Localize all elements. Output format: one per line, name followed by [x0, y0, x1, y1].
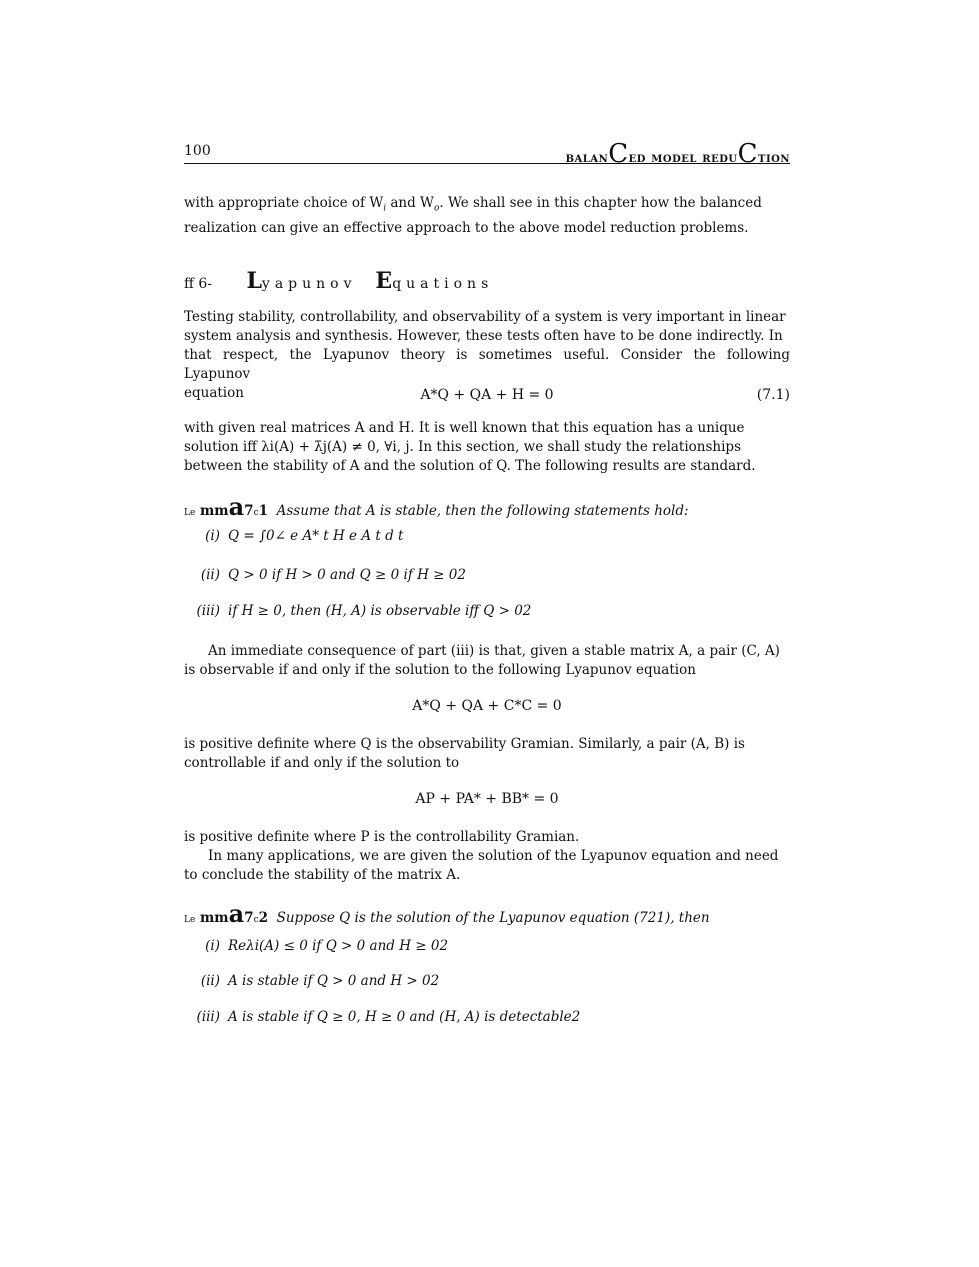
- lemma-2-item-ii: (ii) A is stable if Q > 0 and H > 02: [200, 973, 440, 989]
- running-header: [184, 139, 790, 169]
- lemma-1-item-iii: (iii) if H ≥ 0, then (H, A) is observable iff Q > 02: [196, 603, 532, 619]
- equation-observability: [184, 698, 790, 714]
- text-line: In many applications, we are given the solution of the Lyapunov equation and need: [208, 848, 779, 864]
- text-line: equation: [184, 385, 244, 401]
- text-line: is positive definite where P is the controllability Gramian.: [184, 829, 580, 845]
- paragraph-uniqueness: [184, 419, 790, 476]
- lemma-label: Le mma7c2: [184, 899, 269, 928]
- running-title: balanCed model reduCtion: [565, 139, 790, 169]
- text-line: between the stability of A and the solution of Q. The following results are standard.: [184, 458, 756, 474]
- equation-7-1: [184, 387, 790, 403]
- section-heading: [184, 268, 493, 294]
- section-number: ff 6-: [184, 276, 213, 292]
- equation-text: A*Q + QA + H = 0: [420, 387, 554, 403]
- lemma-label: Le mma7c1: [184, 492, 269, 521]
- text-line: An immediate consequence of part (iii) is that, given a stable matrix A, a pair (C, A): [208, 643, 780, 659]
- text-line: solution iff λi(A) + λ̄j(A) ≠ 0, ∀i, j. In this section, we shall study the relationships: [184, 439, 742, 455]
- text-line: controllable if and only if the solution to: [184, 755, 460, 771]
- lemma-7-2: [184, 899, 790, 928]
- lemma-statement: Assume that A is stable, then the following statements hold:: [276, 503, 689, 519]
- paragraph-controllability-gramian: [184, 828, 790, 885]
- equation-text: AP + PA* + BB* = 0: [415, 791, 559, 807]
- equation-text: A*Q + QA + C*C = 0: [412, 698, 562, 714]
- text-line: is observable if and only if the solution to the following Lyapunov equation: [184, 662, 696, 678]
- intro-paragraph: [184, 194, 790, 238]
- text-line: to conclude the stability of the matrix A.: [184, 867, 461, 883]
- text-line: is positive definite where Q is the observability Gramian. Similarly, a pair (A, B) is: [184, 736, 745, 752]
- intro-line-2: realization can give an effective approach to the above model reduction problems.: [184, 219, 749, 236]
- intro-line-1: with appropriate choice of $W_i$ and $W_o$. We shall see in this chapter how the balanced: [184, 195, 762, 214]
- lemma-1-item-ii: (ii) Q > 0 if H > 0 and Q ≥ 0 if H ≥ 02: [200, 567, 466, 583]
- paragraph-consequence: [184, 642, 790, 680]
- text-line: system analysis and synthesis. However, these tests often have to be done indirectly. In: [184, 328, 783, 344]
- lemma-statement: Suppose Q is the solution of the Lyapunov equation (721), then: [276, 910, 710, 926]
- text-line: Testing stability, controllability, and observability of a system is very important in linear: [184, 309, 786, 325]
- equation-controllability: [184, 791, 790, 807]
- text-line: that respect, the Lyapunov theory is sometimes useful. Consider the following Lyapunov: [184, 347, 790, 382]
- lemma-2-item-iii: (iii) A is stable if Q ≥ 0, H ≥ 0 and (H, A) is detectable2: [196, 1009, 581, 1025]
- paragraph-observability-gramian: [184, 735, 790, 773]
- page-number: 100: [184, 143, 211, 159]
- text-line: with given real matrices A and H. It is well known that this equation has a unique: [184, 420, 745, 436]
- lemma-2-item-i: (i) Reλi(A) ≤ 0 if Q > 0 and H ≥ 02: [205, 938, 449, 954]
- lemma-7-1: [184, 492, 790, 521]
- lemma-1-item-i: (i) Q = ∫0∠ e A* t H e A t d t: [205, 528, 404, 544]
- equation-number: (7.1): [756, 387, 790, 403]
- section-title: Lyapunov Equations: [246, 268, 494, 294]
